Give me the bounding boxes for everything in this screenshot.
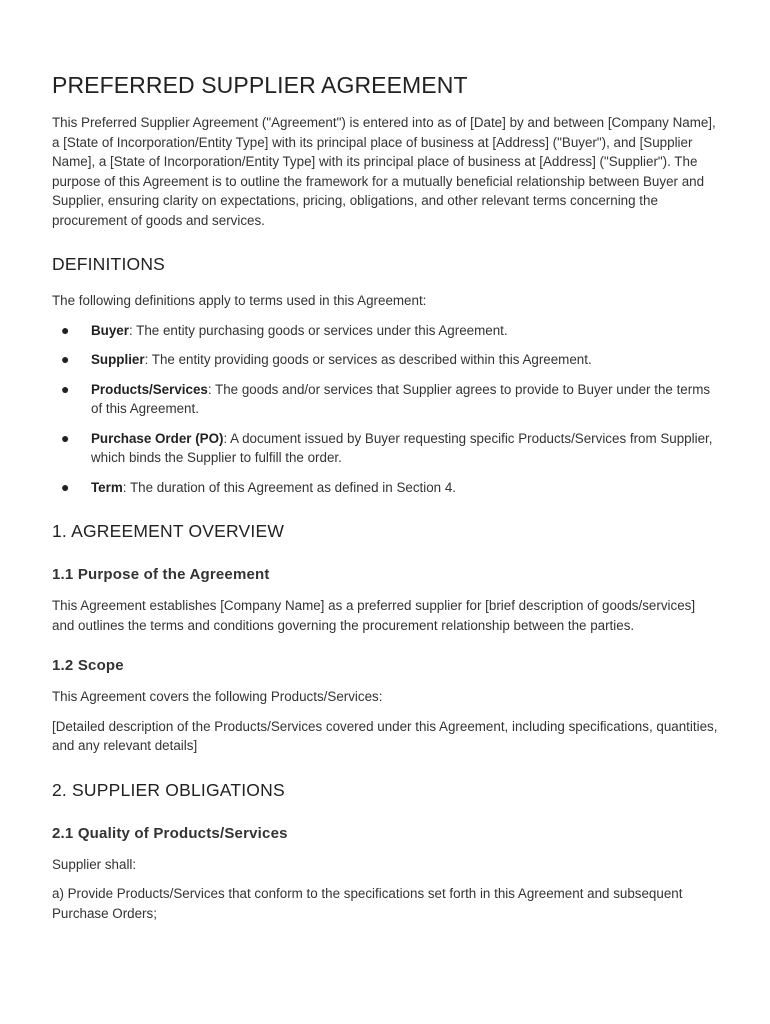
document-title: PREFERRED SUPPLIER AGREEMENT: [52, 72, 468, 98]
definition-term: Supplier: [91, 352, 145, 367]
definition-term: Term: [91, 479, 123, 495]
list-item: [52, 429, 720, 468]
section-2-1-text: Supplier shall:: [52, 856, 137, 872]
definition-text: : The duration of this Agreement as defined in Section 4.: [122, 479, 456, 495]
section-1-1-heading: 1.1 Purpose of the Agreement: [52, 566, 270, 583]
definitions-list: [52, 321, 720, 498]
section-1-2-text: This Agreement covers the following Products/Services:: [52, 689, 383, 704]
definition-term: Purchase Order (PO): [91, 430, 224, 446]
bullet-icon: ●: [61, 380, 70, 397]
section-1-1-text: This Agreement establishes [Company Name] as a preferred supplier for [brief description of goods/services] and outlines the terms and conditions governing the procurement relationship between the parties.: [52, 598, 696, 633]
bullet-icon: ●: [61, 429, 70, 446]
section-1-2-heading: 1.2 Scope: [52, 657, 124, 674]
definition-term: Products/Services: [91, 381, 208, 397]
section-1-2-description: [Detailed description of the Products/Services covered under this Agreement, including specifications, quantities, and any relevant details]: [52, 718, 718, 753]
definition-text: : The entity purchasing goods or services under this Agreement.: [128, 322, 508, 338]
list-item: [52, 380, 720, 419]
definition-term: Buyer: [91, 322, 129, 338]
list-item: [52, 350, 720, 370]
definition-text: : The entity providing goods or services as described within this Agreement.: [144, 352, 592, 367]
list-item: [52, 321, 720, 341]
definitions-heading: DEFINITIONS: [52, 254, 166, 274]
definitions-lead: The following definitions apply to terms used in this Agreement:: [52, 293, 427, 308]
bullet-icon: ●: [61, 351, 70, 367]
definition-text: : A document issued by Buyer requesting specific Products/Services from Supplier, which binds the Supplier to fulfill the order.: [91, 430, 713, 465]
definition-text: : The goods and/or services that Supplier agrees to provide to Buyer under the terms of this Agreement.: [91, 381, 711, 416]
list-item: [52, 478, 720, 498]
section-2-1-heading: 2.1 Quality of Products/Services: [52, 824, 288, 842]
bullet-icon: ●: [61, 478, 70, 495]
intro-paragraph: This Preferred Supplier Agreement ("Agreement") is entered into as of [Date] by and between [Company Name], a [State of Incorporation/Entity Type] with its principal place of business at [Address] ("Buyer"), and [Supplier Name], a [State of Incorporation/Entity Type] with its principal place of business at [Address] ("Supplier"). The purpose of this Agreement is to outline the framework for a mutually beneficial relationship between Buyer and Supplier, ensuring clarity on expectations, pricing, obligations, and other relevant terms concerning the procurement of goods and services.: [52, 115, 716, 228]
document-page: [52, 70, 720, 923]
section-2-1-item-a: a) Provide Products/Services that conform to the specifications set forth in this Agreement and subsequent Purchase Orders;: [52, 886, 683, 921]
section-2-heading: 2. SUPPLIER OBLIGATIONS: [52, 779, 285, 800]
bullet-icon: ●: [61, 321, 70, 338]
section-1-heading: 1. AGREEMENT OVERVIEW: [52, 521, 285, 541]
